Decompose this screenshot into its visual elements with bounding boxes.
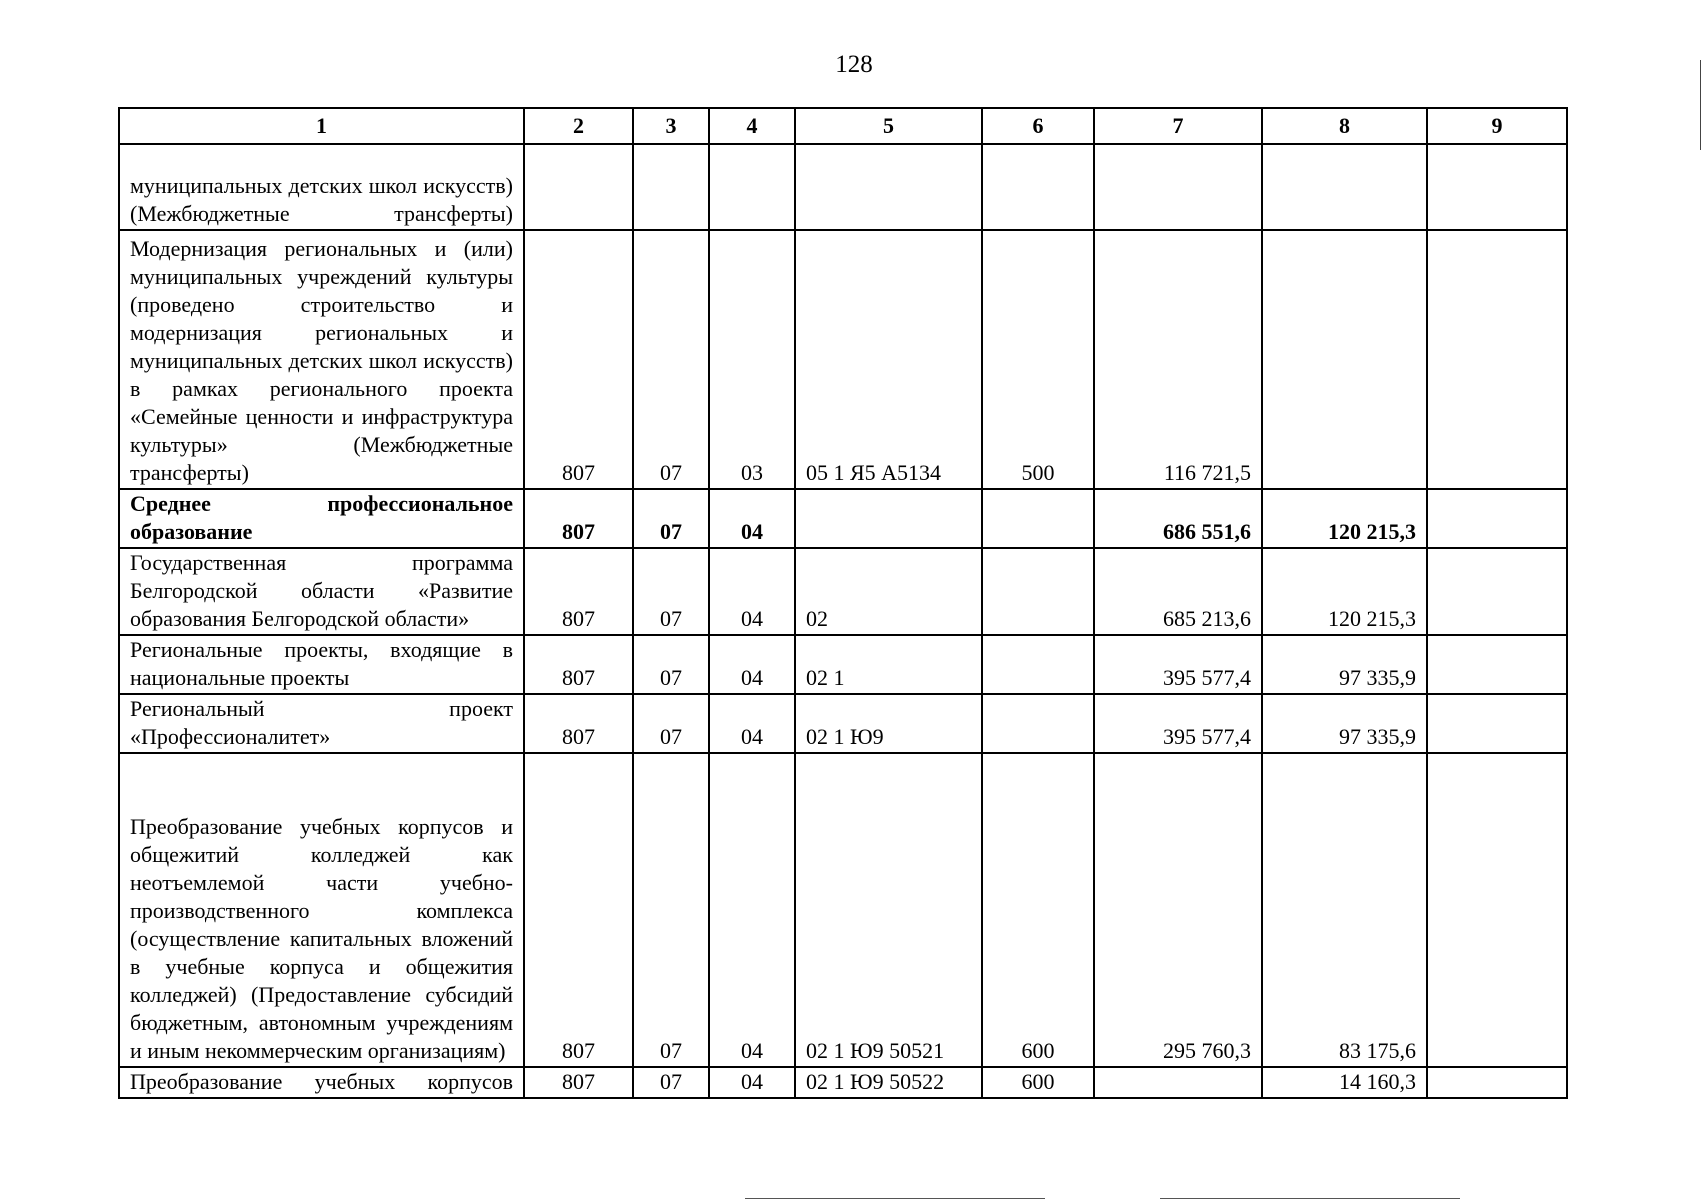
cell-target-article: 02 1 Ю9 50521 [795,753,982,1067]
cell-amount: 295 760,3 [1094,753,1262,1067]
table-row [119,144,1567,230]
column-header: 8 [1262,108,1427,144]
cell-amount [1094,144,1262,230]
cell-section: 07 [633,230,709,489]
cell-ministry: 807 [524,230,633,489]
table-row [119,548,1567,635]
column-header: 9 [1427,108,1567,144]
cell-ministry [524,144,633,230]
column-header: 7 [1094,108,1262,144]
cell-col9 [1427,753,1567,1067]
cell-ministry: 807 [524,548,633,635]
column-header: 6 [982,108,1094,144]
cell-target-article: 02 1 Ю9 50522 [795,1067,982,1098]
cell-col9 [1427,1067,1567,1098]
table-row [119,489,1567,548]
column-header: 3 [633,108,709,144]
cell-expense-type: 500 [982,230,1094,489]
cell-expense-type [982,694,1094,753]
cell-expense-type: 600 [982,1067,1094,1098]
cell-amount-federal [1262,230,1427,489]
column-header: 2 [524,108,633,144]
row-name: Преобразование учебных корпусов и общежитий колледжей как неотъемлемой части учебно-производственного комплекса (осуществление капитальных вложений в учебные корпуса и общежития колледжей) (Предоставление субсидий бюджетным, автономным учреждениям и иным некоммерческим организациям) [119,753,524,1067]
cell-target-article: 02 1 [795,635,982,694]
cell-section: 07 [633,753,709,1067]
cell-amount: 395 577,4 [1094,635,1262,694]
cell-ministry: 807 [524,753,633,1067]
table-header-row [119,108,1567,144]
cell-section: 07 [633,1067,709,1098]
cell-col9 [1427,144,1567,230]
cell-subsection: 04 [709,694,795,753]
cell-expense-type [982,144,1094,230]
cell-section: 07 [633,635,709,694]
column-header: 1 [119,108,524,144]
cell-amount-federal: 97 335,9 [1262,694,1427,753]
cell-subsection: 04 [709,1067,795,1098]
page-number: 128 [835,51,873,78]
cell-target-article [795,489,982,548]
cell-amount [1094,1067,1262,1098]
table-row [119,635,1567,694]
cell-col9 [1427,548,1567,635]
scan-artifact-line [745,1198,1045,1199]
cell-amount-federal: 14 160,3 [1262,1067,1427,1098]
row-name: Преобразование учебных корпусов [119,1067,524,1098]
cell-ministry: 807 [524,1067,633,1098]
cell-ministry: 807 [524,694,633,753]
table-row [119,1067,1567,1098]
cell-subsection: 04 [709,548,795,635]
row-name: муниципальных детских школ искусств) (Межбюджетные трансферты) [119,144,524,230]
row-name: Модернизация региональных и (или) муниципальных учреждений культуры (проведено строительство и модернизация региональных и муниципальных детских школ искусств) в рамках регионального проекта «Семейные ценности и инфраструктура культуры» (Межбюджетные трансферты) [119,230,524,489]
table-row [119,753,1567,1067]
cell-target-article: 05 1 Я5 А5134 [795,230,982,489]
cell-section [633,144,709,230]
cell-section: 07 [633,694,709,753]
row-name: Государственная программа Белгородской области «Развитие образования Белгородской области» [119,548,524,635]
cell-target-article: 02 [795,548,982,635]
cell-section: 07 [633,489,709,548]
cell-target-article [795,144,982,230]
cell-subsection: 04 [709,489,795,548]
scan-margin-mark [1700,60,1701,150]
cell-amount-federal [1262,144,1427,230]
cell-amount-federal: 120 215,3 [1262,489,1427,548]
cell-ministry: 807 [524,635,633,694]
row-name: Региональные проекты, входящие в национальные проекты [119,635,524,694]
scan-artifact-line [1160,1198,1460,1199]
cell-subsection [709,144,795,230]
cell-subsection: 04 [709,635,795,694]
cell-target-article: 02 1 Ю9 [795,694,982,753]
cell-expense-type [982,635,1094,694]
cell-section: 07 [633,548,709,635]
cell-amount-federal: 83 175,6 [1262,753,1427,1067]
cell-amount-federal: 120 215,3 [1262,548,1427,635]
cell-amount: 685 213,6 [1094,548,1262,635]
cell-col9 [1427,635,1567,694]
cell-amount: 395 577,4 [1094,694,1262,753]
cell-col9 [1427,694,1567,753]
cell-amount-federal: 97 335,9 [1262,635,1427,694]
column-header: 5 [795,108,982,144]
cell-col9 [1427,489,1567,548]
budget-table [118,107,1568,1099]
cell-amount: 116 721,5 [1094,230,1262,489]
cell-subsection: 03 [709,230,795,489]
table-row [119,230,1567,489]
row-name: Региональный проект «Профессионалитет» [119,694,524,753]
cell-expense-type [982,548,1094,635]
cell-subsection: 04 [709,753,795,1067]
column-header: 4 [709,108,795,144]
table-row [119,694,1567,753]
cell-col9 [1427,230,1567,489]
cell-ministry: 807 [524,489,633,548]
row-name: Среднее профессиональное образование [119,489,524,548]
cell-amount: 686 551,6 [1094,489,1262,548]
cell-expense-type: 600 [982,753,1094,1067]
cell-expense-type [982,489,1094,548]
